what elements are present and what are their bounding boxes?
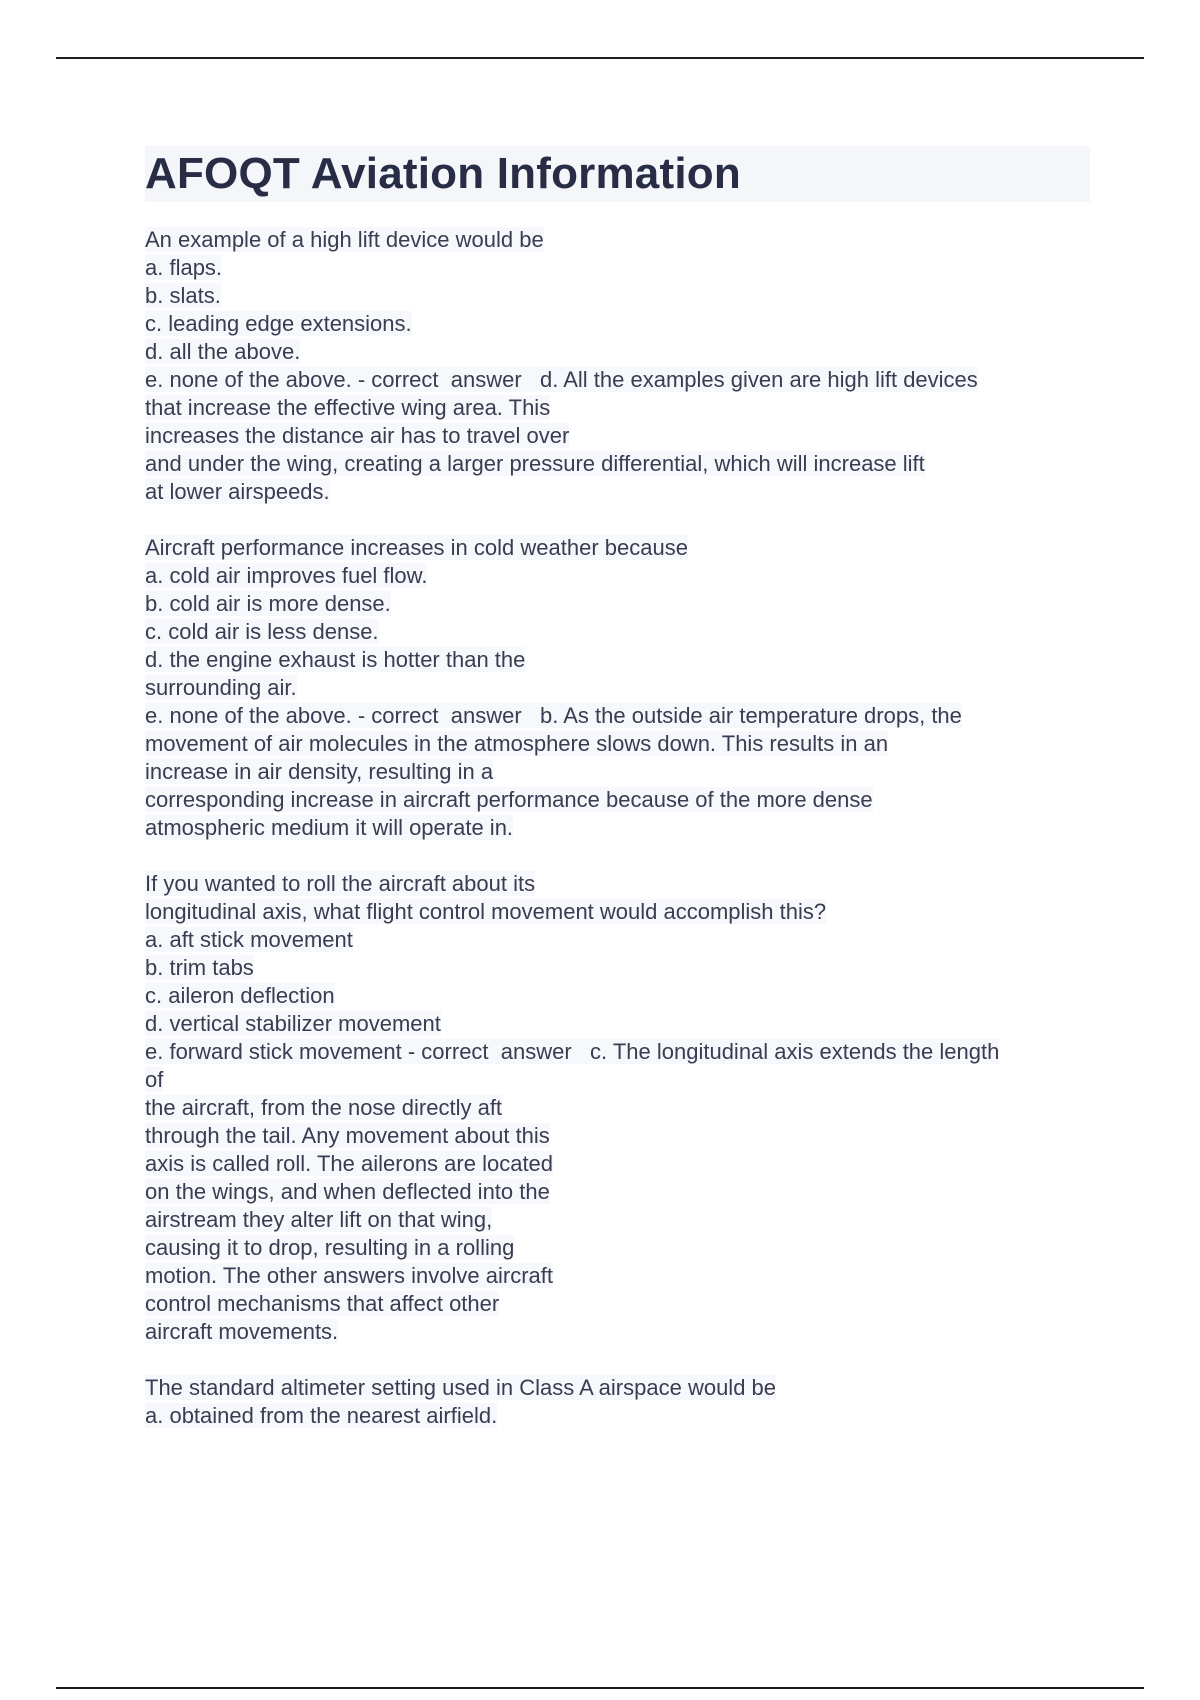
answer-explanation-line: airstream they alter lift on that wing,	[145, 1207, 493, 1232]
option-a: a. flaps.	[145, 255, 223, 280]
option-d-continued: surrounding air.	[145, 675, 297, 700]
answer-explanation-line: at lower airspeeds.	[145, 479, 330, 504]
top-rule	[56, 57, 1144, 59]
qa-block-1	[145, 226, 1090, 506]
page-title: AFOQT Aviation Information	[145, 146, 1090, 202]
answer-explanation-line: axis is called roll. The ailerons are located	[145, 1151, 554, 1176]
answer-explanation-line: on the wings, and when deflected into the	[145, 1179, 550, 1204]
option-c: c. aileron deflection	[145, 983, 335, 1008]
option-e-answer: e. none of the above. - correct answer d. All the examples given are high lift devices	[145, 367, 978, 392]
option-a: a. aft stick movement	[145, 927, 353, 952]
question-text: An example of a high lift device would be	[145, 227, 544, 252]
option-b: b. trim tabs	[145, 955, 254, 980]
qa-block-2	[145, 534, 1090, 842]
option-a: a. obtained from the nearest airfield.	[145, 1403, 498, 1428]
option-d: d. vertical stabilizer movement	[145, 1011, 441, 1036]
option-c: c. leading edge extensions.	[145, 311, 412, 336]
question-text: The standard altimeter setting used in Class A airspace would be	[145, 1375, 777, 1400]
answer-explanation-line: and under the wing, creating a larger pressure differential, which will increase lift	[145, 451, 925, 476]
answer-explanation-line: through the tail. Any movement about this	[145, 1123, 550, 1148]
answer-explanation-line: the aircraft, from the nose directly aft	[145, 1095, 503, 1120]
answer-explanation-line: causing it to drop, resulting in a rolling	[145, 1235, 515, 1260]
option-c: c. cold air is less dense.	[145, 619, 379, 644]
qa-block-4	[145, 1374, 1090, 1430]
option-d: d. the engine exhaust is hotter than the	[145, 647, 526, 672]
bottom-rule	[56, 1687, 1144, 1689]
answer-explanation-line: corresponding increase in aircraft performance because of the more dense	[145, 787, 873, 812]
answer-explanation-line: motion. The other answers involve aircraft	[145, 1263, 553, 1288]
option-a: a. cold air improves fuel flow.	[145, 563, 428, 588]
answer-explanation-line: of	[145, 1067, 164, 1092]
option-d: d. all the above.	[145, 339, 301, 364]
option-b: b. cold air is more dense.	[145, 591, 391, 616]
answer-explanation-line: increases the distance air has to travel over	[145, 423, 570, 448]
option-b: b. slats.	[145, 283, 221, 308]
option-e-answer: e. none of the above. - correct answer b. As the outside air temperature drops, the	[145, 703, 962, 728]
qa-block-3	[145, 870, 1090, 1346]
answer-explanation-line: atmospheric medium it will operate in.	[145, 815, 514, 840]
answer-explanation-line: control mechanisms that affect other	[145, 1291, 500, 1316]
question-text: If you wanted to roll the aircraft about its	[145, 871, 536, 896]
document-body	[145, 146, 1090, 1430]
answer-explanation-line: increase in air density, resulting in a	[145, 759, 494, 784]
question-text: Aircraft performance increases in cold weather because	[145, 535, 688, 560]
answer-explanation-line: that increase the effective wing area. This	[145, 395, 551, 420]
option-e-answer: e. forward stick movement - correct answer c. The longitudinal axis extends the length	[145, 1039, 1000, 1064]
answer-explanation-line: movement of air molecules in the atmosphere slows down. This results in an	[145, 731, 889, 756]
question-text-continued: longitudinal axis, what flight control movement would accomplish this?	[145, 899, 827, 924]
answer-explanation-line: aircraft movements.	[145, 1319, 339, 1344]
